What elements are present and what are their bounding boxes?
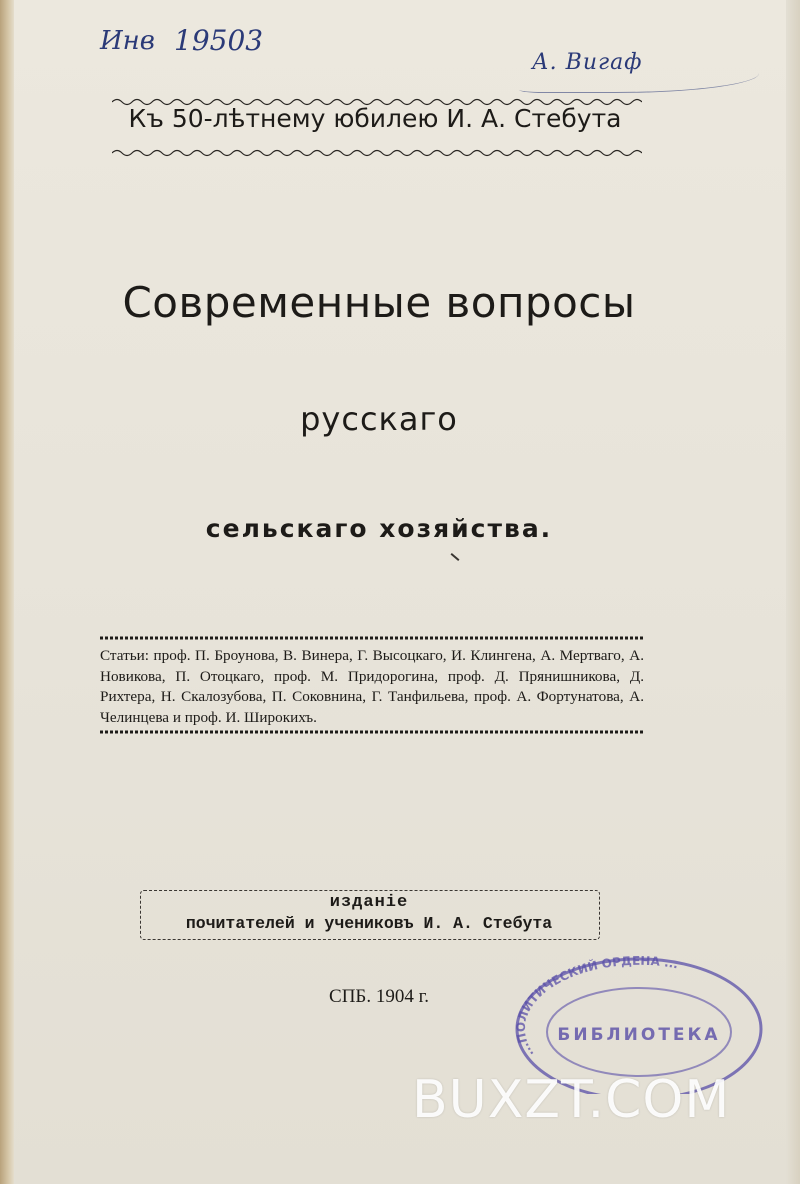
- top-wavy-rule: [112, 97, 642, 107]
- book-subtitle-line-2: сельскаго хозяйства.: [205, 514, 553, 543]
- book-subtitle-line-1: русскаго: [300, 400, 458, 438]
- site-watermark: BUXZT.COM: [412, 1070, 731, 1130]
- authors-bottom-rule: [100, 730, 644, 734]
- jubilee-heading: Къ 50-лѣтнему юбилею И. А. Стебута: [128, 104, 622, 133]
- bottom-wavy-rule: [112, 148, 642, 158]
- title-page: [14, 0, 786, 1184]
- authors-top-rule: [100, 636, 644, 640]
- inventory-label: Инв: [100, 26, 155, 56]
- book-spine-edge: [0, 0, 14, 1184]
- stamp-center-text: БИБЛИОТЕКА: [557, 1025, 721, 1045]
- page-right-edge: [786, 0, 800, 1184]
- ink-fleck: [451, 553, 460, 561]
- book-title: Современные вопросы: [122, 278, 636, 327]
- authors-list: Статьи: проф. П. Броунова, В. Винера, Г. Высоцкаго, И. Клингена, А. Мертваго, А. Новикова, П. Отоцкаго, проф. М. Придорогина, проф. Д. Прянишникова, Д. Рихтера, Н. Скалозубова, П. Соковнина, Г. Танфильева, проф. А. Фортунатова, А. Челинцева и проф. И. Широкихъ.: [100, 647, 644, 726]
- stamp-ring-text: ...ПОЛИТИЧЕСКИЙ ОРДЕНА ...: [513, 953, 680, 1061]
- imprint-city-year: СПБ. 1904 г.: [329, 986, 429, 1007]
- publisher-name: почитателей и учениковъ И. А. Стебута: [185, 914, 553, 933]
- owner-signature: А. Вигаф: [532, 50, 643, 75]
- inventory-number: 19503: [174, 24, 264, 57]
- publisher-edition: изданіе: [329, 893, 409, 912]
